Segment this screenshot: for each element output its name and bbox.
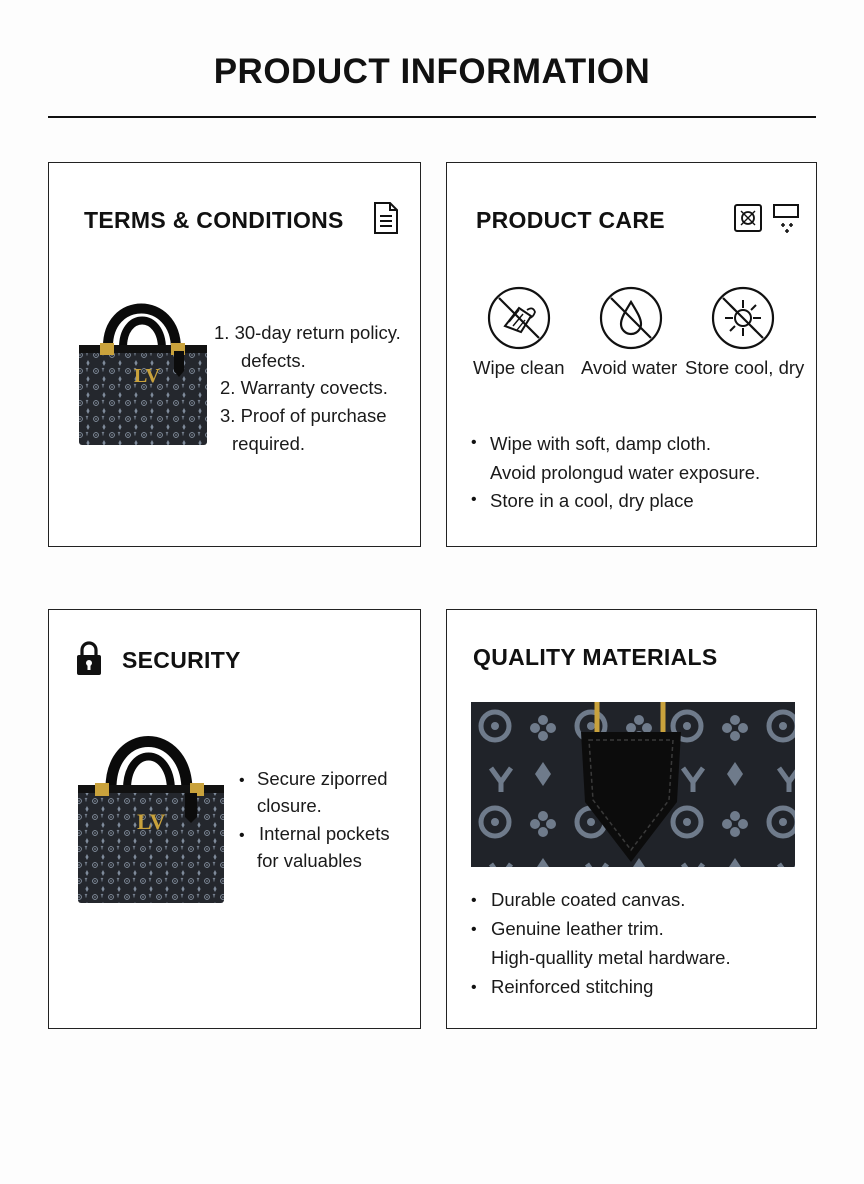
terms-item-3: 3. Proof of purchase	[220, 405, 387, 426]
bullet-dot: •	[471, 892, 477, 909]
store-cool-dry-icon	[711, 286, 775, 350]
material-closeup-image	[471, 702, 795, 867]
quality-bullet-2: Genuine leather trim.	[491, 918, 664, 939]
bullet-dot: •	[239, 772, 245, 789]
display-icon	[771, 203, 801, 235]
document-icon	[372, 201, 400, 235]
avoid-water-icon	[599, 286, 663, 350]
bullet-dot: •	[471, 921, 477, 938]
terms-item-1-cont: defects.	[241, 350, 306, 371]
terms-item-1: 1. 30-day return policy.	[214, 322, 401, 343]
care-panel	[446, 162, 817, 547]
title-divider	[48, 116, 816, 118]
svg-text:LV: LV	[137, 809, 166, 834]
terms-item-3-cont: required.	[232, 433, 306, 454]
wipe-clean-icon	[487, 286, 551, 350]
security-bullet-2-cont: for valuables	[257, 850, 362, 871]
handbag-image	[76, 287, 211, 449]
bullet-dot: •	[239, 827, 245, 844]
bullet-dot: •	[471, 491, 477, 508]
care-bullet-1-cont: Avoid prolongud water exposure.	[490, 462, 761, 483]
quality-title: QUALITY MATERIALS	[473, 644, 718, 670]
terms-panel	[48, 162, 421, 547]
store-cool-dry-label: Store cool, dry	[685, 357, 805, 378]
care-title: PRODUCT CARE	[476, 207, 665, 233]
care-bullet-1: Wipe with soft, damp cloth.	[490, 433, 712, 454]
avoid-water-label: Avoid water	[581, 357, 678, 378]
care-bullet-2: Store in a cool, dry place	[490, 490, 694, 511]
security-title: SECURITY	[122, 647, 241, 673]
quality-bullet-1: Durable coated canvas.	[491, 889, 686, 910]
bullet-dot: •	[471, 979, 477, 996]
svg-text:LV: LV	[134, 365, 160, 387]
quality-panel	[446, 609, 817, 1029]
quality-bullet-3: Reinforced stitching	[491, 976, 654, 997]
wipe-clean-label: Wipe clean	[473, 357, 565, 378]
security-bullet-1-cont: closure.	[257, 795, 322, 816]
quality-bullet-2-cont: High-quallity metal hardware.	[491, 947, 731, 968]
lock-icon	[76, 640, 102, 676]
page-title: PRODUCT INFORMATION	[213, 52, 651, 91]
care-label-icon	[733, 203, 763, 233]
terms-title: TERMS & CONDITIONS	[84, 207, 344, 233]
bullet-dot: •	[471, 434, 477, 451]
handbag-image	[75, 717, 227, 907]
security-bullet-2: Internal pockets	[259, 823, 390, 844]
security-bullet-1: Secure ziporred	[257, 768, 388, 789]
security-panel	[48, 609, 421, 1029]
terms-item-2: 2. Warranty covects.	[220, 377, 388, 398]
